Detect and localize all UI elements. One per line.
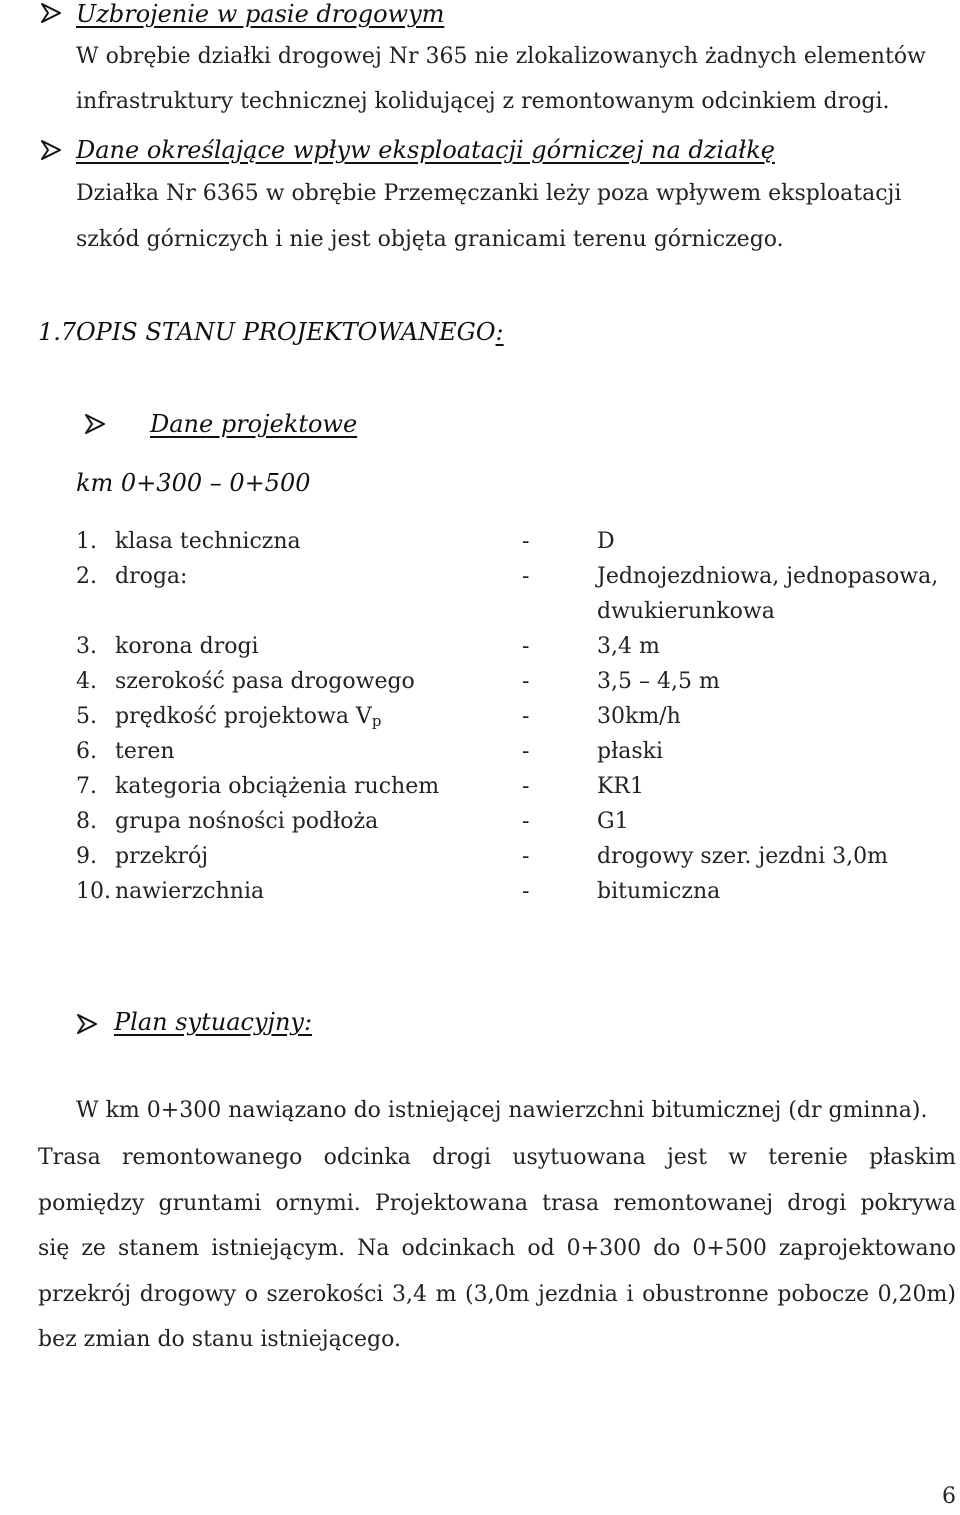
text-line: Działka Nr 6365 w obrębie Przemęczanki leży poza wpływem eksploatacji [76,181,902,206]
spec-value: 3,5 – 4,5 m [597,669,720,694]
spec-dash: - [522,669,530,694]
text-line: W km 0+300 nawiązano do istniejącej nawierzchni bitumicznej (dr gminna). [76,1098,928,1123]
spec-dash: - [522,809,530,834]
section-heading-mining: Dane określające wpływ eksploatacji górniczej na działkę [76,136,775,164]
spec-label: klasa techniczna [115,529,301,554]
section-heading-utilities: Uzbrojenie w pasie drogowym [76,0,445,28]
arrow-bullet-icon [76,1013,98,1035]
spec-row [76,739,956,774]
spec-number: 10. [76,879,111,904]
spec-dash: - [522,844,530,869]
spec-number: 4. [76,669,97,694]
spec-value: KR1 [597,774,644,799]
km-range: km 0+300 – 0+500 [76,469,311,497]
spec-number: 1. [76,529,97,554]
spec-value: 30km/h [597,704,681,729]
spec-label [115,704,381,730]
arrow-bullet-icon [84,413,106,435]
spec-value: Jednojezdniowa, jednopasowa, [597,564,939,589]
arrow-bullet-icon [40,139,62,161]
text-line: bez zmian do stanu istniejącego. [38,1327,401,1352]
arrow-bullet-icon [40,2,62,24]
chapter-title [76,318,504,346]
spec-dash: - [522,529,530,554]
spec-dash: - [522,774,530,799]
spec-number: 9. [76,844,97,869]
spec-dash: - [522,739,530,764]
spec-label: przekrój [115,844,209,869]
spec-row [76,809,956,844]
spec-label: nawierzchnia [115,879,265,904]
page-number: 6 [942,1484,956,1509]
spec-value: D [597,529,615,554]
spec-dash: - [522,704,530,729]
spec-row [76,879,956,914]
spec-label: szerokość pasa drogowego [115,669,415,694]
spec-row [76,564,956,634]
spec-row [76,529,956,564]
plan-paragraph [38,1135,956,1363]
spec-row [76,704,956,739]
spec-value: drogowy szer. jezdni 3,0m [597,844,888,869]
design-heading: Dane projektowe [150,410,358,438]
spec-dash: - [522,564,530,589]
spec-row [76,669,956,704]
spec-row [76,634,956,669]
spec-label-subscript: p [371,712,382,730]
spec-value: 3,4 m [597,634,660,659]
chapter-title-text: OPIS STANU PROJEKTOWANEGO [76,318,496,346]
spec-label: grupa nośności podłoża [115,809,379,834]
spec-number: 7. [76,774,97,799]
spec-dash: - [522,879,530,904]
chapter-colon: : [495,318,504,346]
spec-value-continued: dwukierunkowa [597,599,775,624]
text-line: infrastruktury technicznej kolidującej z remontowanym odcinkiem drogi. [76,89,890,114]
text-line: się ze stanem istniejącym. Na odcinkach od 0+300 do 0+500 zaprojektowano [38,1236,956,1261]
text-line: Trasa remontowanego odcinka drogi usytuowana jest w terenie płaskim [38,1145,956,1170]
spec-dash: - [522,634,530,659]
text-line: pomiędzy gruntami ornymi. Projektowana trasa remontowanej drogi pokrywa [38,1190,956,1216]
spec-label: teren [115,739,175,764]
spec-number: 6. [76,739,97,764]
text-line: szkód górniczych i nie jest objęta granicami terenu górniczego. [76,227,784,252]
spec-number: 2. [76,564,97,589]
spec-value: G1 [597,809,629,834]
spec-value: bitumiczna [597,879,721,904]
spec-row [76,774,956,809]
spec-label: droga: [115,564,188,589]
spec-label: korona drogi [115,634,259,659]
spec-label: kategoria obciążenia ruchem [115,774,440,799]
spec-number: 8. [76,809,97,834]
chapter-number: 1.7. [38,318,84,346]
text-line: przekrój drogowy o szerokości 3,4 m (3,0m jezdnia i obustronne pobocze 0,20m) [38,1281,956,1307]
spec-value: płaski [597,739,663,764]
spec-number: 5. [76,704,97,729]
text-line: W obrębie działki drogowej Nr 365 nie zlokalizowanych żadnych elementów [76,44,926,69]
spec-number: 3. [76,634,97,659]
spec-label-text: prędkość projektowa V [115,704,372,729]
plan-heading: Plan sytuacyjny: [114,1008,313,1036]
spec-row [76,844,956,879]
